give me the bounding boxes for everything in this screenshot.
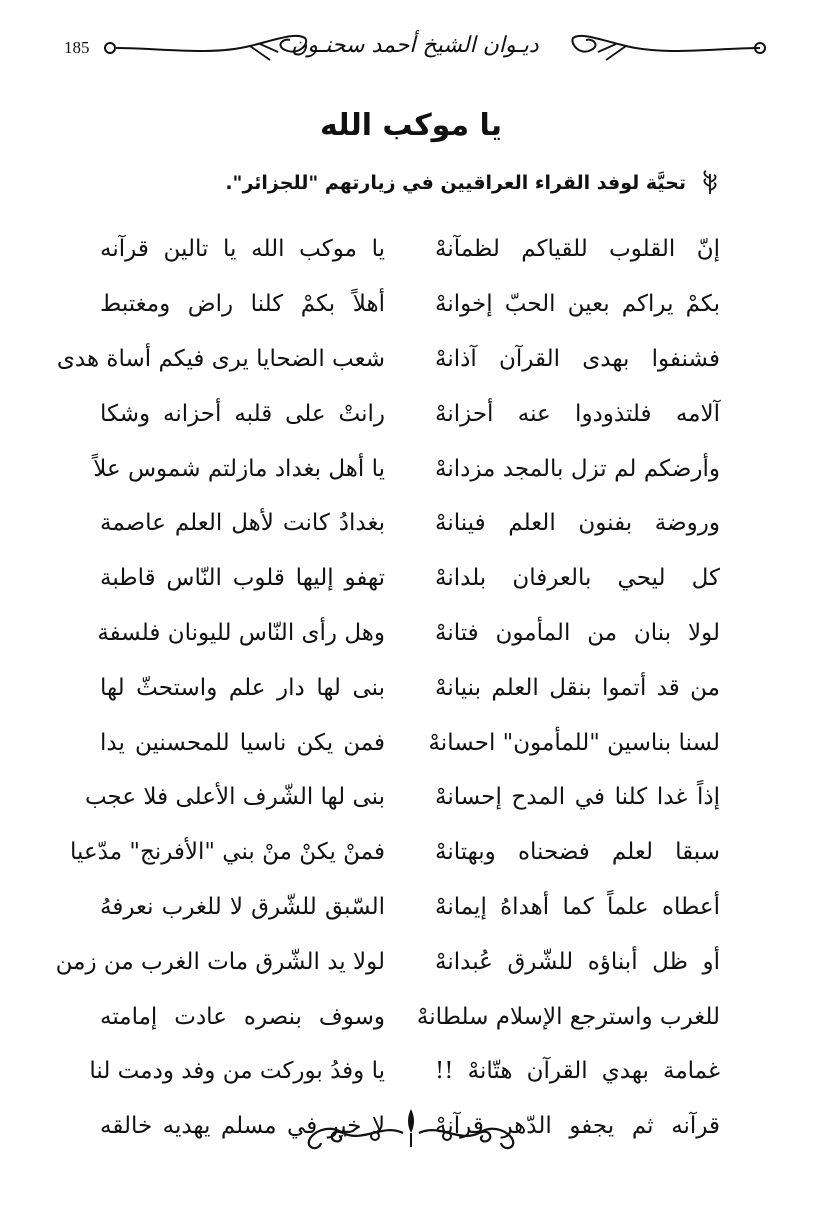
verse-first-hemistich: يا وفدُ بوركت من وفد ودمت لنا <box>89 1058 385 1085</box>
verse-first-hemistich: لا خير في مسلم يهديه خالقه <box>100 1113 385 1140</box>
page-number: 185 <box>64 38 90 57</box>
verse-second-hemistich: بكمْ يراكم بعين الحبّ إخوانهْ <box>435 291 720 318</box>
verse-row <box>93 441 720 496</box>
verse-row <box>100 715 720 770</box>
verse-first-hemistich: بنى لها الشّرف الأعلى فلا عجب <box>84 784 385 811</box>
verse-row <box>84 770 720 825</box>
verse-second-hemistich: من قد أتموا بنقل العلم بنيانهْ <box>435 674 720 701</box>
verse-row <box>100 551 720 606</box>
verse-first-hemistich: فمن يكن ناسيا للمحسنين يدا <box>100 729 385 756</box>
page-header <box>60 18 770 68</box>
verse-second-hemistich: غمامة بهدي القرآن هتّانهْ !! <box>435 1058 720 1085</box>
verse-row <box>55 934 720 989</box>
verse-first-hemistich: السّبق للشّرق لا للغرب نعرفهُ <box>100 893 385 920</box>
verse-first-hemistich: رانتْ على قلبه أحزانه وشكا <box>100 400 385 427</box>
verse-second-hemistich: لسنا بناسين "للمأمون" احسانهْ <box>428 729 720 756</box>
verse-row <box>100 880 720 935</box>
verse-second-hemistich: أو ظل أبناؤه للشّرق عُبدانهْ <box>435 948 720 975</box>
verse-first-hemistich: فمنْ يكنْ منْ بني "الأفرنج" مدّعيا <box>70 839 385 866</box>
verse-row <box>89 1044 720 1099</box>
verse-row <box>100 386 720 441</box>
verse-row <box>100 222 720 277</box>
verse-first-hemistich: تهفو إليها قلوب النّاس قاطبة <box>100 565 385 592</box>
dedication-line <box>225 170 720 196</box>
verse-second-hemistich: كل ليحي بالعرفان بلدانهْ <box>435 565 720 592</box>
verse-second-hemistich: لولا بنان من المأمون فتانهْ <box>435 619 720 646</box>
verse-first-hemistich: أهلاً بكمْ كلنا راض ومغتبط <box>100 291 385 318</box>
verse-second-hemistich: سبقا لعلم فضحناه وبهتانهْ <box>435 839 720 866</box>
verse-row <box>100 989 720 1044</box>
verse-second-hemistich: قرآنه ثم يجفو الدّهر قرآنهْ <box>435 1113 720 1140</box>
verse-first-hemistich: بنى لها دار علم واستحثّ لها <box>100 674 385 701</box>
verse-first-hemistich: بغدادُ كانت لأهل العلم عاصمة <box>100 510 385 537</box>
verse-first-hemistich: وهل رأى النّاس لليونان فلسفة <box>97 619 385 646</box>
verse-list <box>55 222 720 1154</box>
running-title: ديـوان الشيخ أحمد سحنـون <box>291 33 539 58</box>
dedication-text: تحيَّة لوفد القراء العراقيين في زيارتهم "للجزائر". <box>225 172 686 194</box>
footer-ornament-icon <box>303 1103 519 1155</box>
verse-first-hemistich: يا أهل بغداد مازلتم شموس علاً <box>93 455 385 482</box>
verse-second-hemistich: للغرب واسترجع الإسلام سلطانهْ <box>416 1003 720 1030</box>
verse-second-hemistich: وروضة بفنون العلم فينانهْ <box>435 510 720 537</box>
verse-second-hemistich: فشنفوا بهدى القرآن آذانهْ <box>435 345 720 372</box>
verse-row <box>56 332 720 387</box>
poem-title: يا موكب الله <box>320 108 502 143</box>
verse-second-hemistich: أعطاه علماً كما أهداهُ إيمانهْ <box>435 893 720 920</box>
verse-second-hemistich: إذاً غدا كلنا في المدح إحسانهْ <box>435 784 720 811</box>
verse-row <box>70 825 720 880</box>
verse-row <box>100 496 720 551</box>
verse-row <box>100 277 720 332</box>
leaf-ornament-icon <box>700 170 720 196</box>
verse-row <box>100 660 720 715</box>
verse-first-hemistich: شعب الضحايا يرى فيكم أساة هدى <box>56 345 385 372</box>
verse-first-hemistich: لولا يد الشّرق مات الغرب من زمن <box>55 948 385 975</box>
verse-first-hemistich: يا موكب الله يا تالين قرآنه <box>100 236 385 263</box>
verse-second-hemistich: إنّ القلوب للقياكم لظمآنهْ <box>435 236 720 263</box>
verse-row <box>97 606 720 661</box>
verse-second-hemistich: آلامه فلتذودوا عنه أحزانهْ <box>435 400 720 427</box>
header-flourish-right-icon <box>570 26 770 66</box>
verse-second-hemistich: وأرضكم لم تزل بالمجد مزدانهْ <box>435 455 720 482</box>
verse-first-hemistich: وسوف بنصره عادت إمامته <box>100 1003 385 1030</box>
